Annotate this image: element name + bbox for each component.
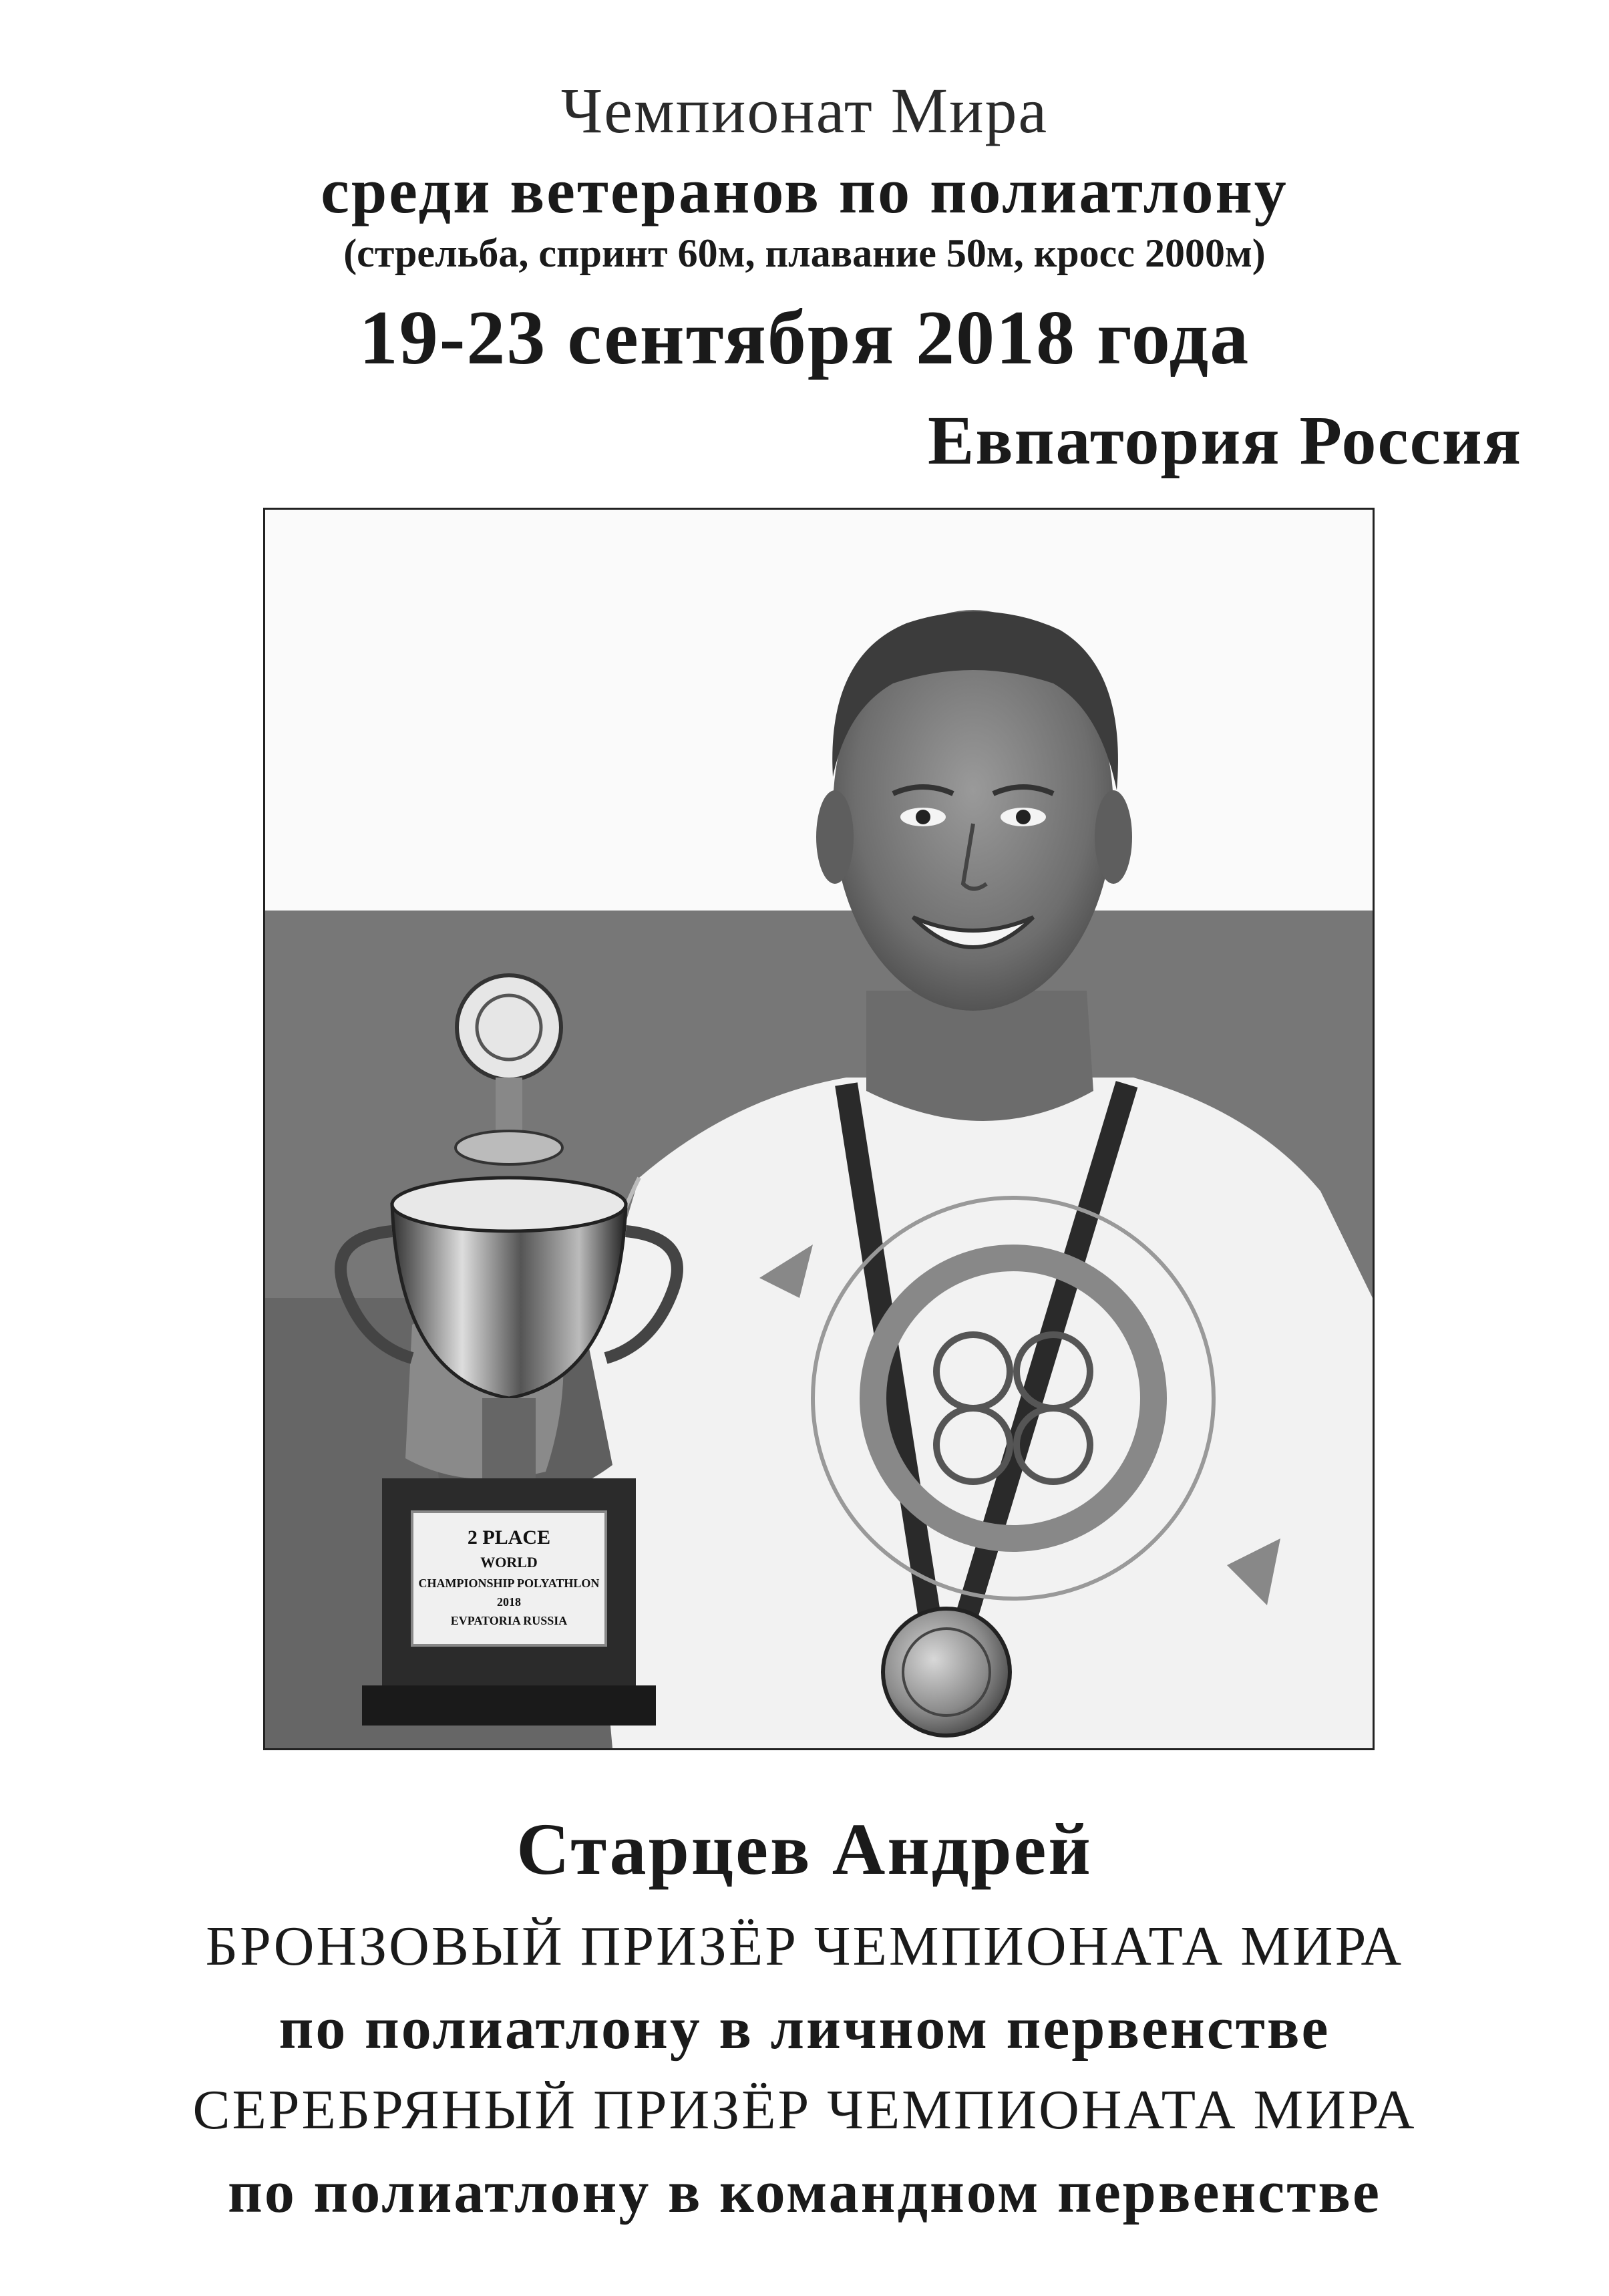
award-silver-detail: по полиатлону в командном первенстве bbox=[228, 2159, 1381, 2225]
trophy-plate-line2: WORLD bbox=[480, 1554, 538, 1571]
athlete-name: Старцев Андрей bbox=[516, 1808, 1093, 1890]
award-bronze: БРОНЗОВЫЙ ПРИЗЁР ЧЕМПИОНАТА МИРА bbox=[205, 1915, 1404, 1977]
trophy-plate-line3: CHAMPIONSHIP POLYATHLON bbox=[418, 1577, 600, 1590]
award-silver: СЕРЕБРЯНЫЙ ПРИЗЁР ЧЕМПИОНАТА МИРА bbox=[192, 2079, 1417, 2141]
header-dates: 19-23 сентября 2018 года bbox=[359, 295, 1250, 381]
trophy-plate-line4: 2018 bbox=[497, 1595, 521, 1609]
trophy-plate-line1: 2 PLACE bbox=[467, 1526, 551, 1548]
award-bronze-detail: по полиатлону в личном первенстве bbox=[279, 1995, 1330, 2062]
header-title: Чемпионат Мира bbox=[560, 75, 1049, 146]
header-location: Евпатория Россия bbox=[928, 402, 1522, 479]
trophy-plate-line5: EVPATORIA RUSSIA bbox=[450, 1614, 568, 1627]
header-disciplines: (стрельба, спринт 60м, плавание 50м, кросс 2000м) bbox=[343, 231, 1266, 275]
header-subtitle: среди ветеранов по полиатлону bbox=[321, 155, 1288, 226]
athlete-photo bbox=[263, 508, 1375, 1750]
